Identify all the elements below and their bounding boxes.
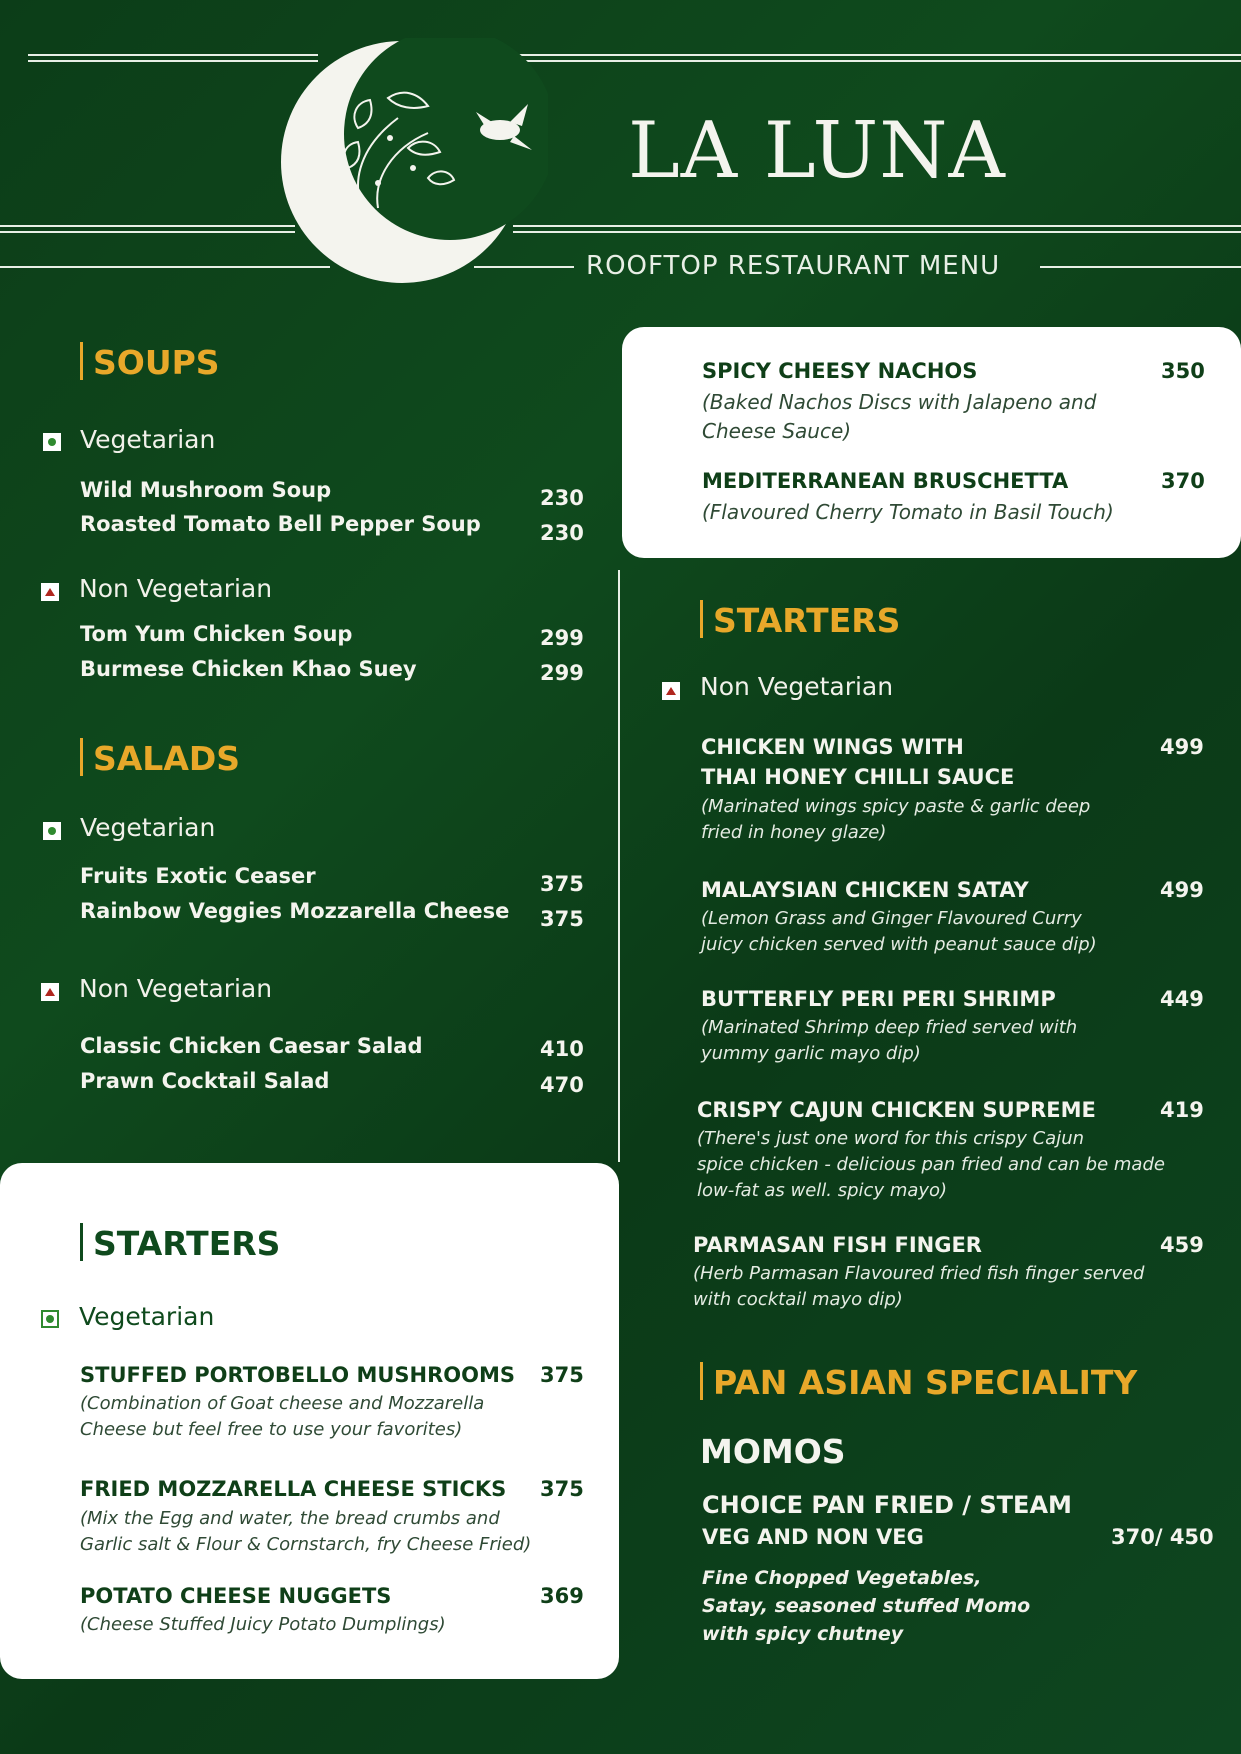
brand-name: LA LUNA [628,106,1006,196]
menu-item-desc: (There's just one word for this crispy Cajun [697,1128,1085,1149]
menu-item-price: 375 [540,1363,584,1387]
menu-item-price: 230 [540,486,584,510]
soups-nonveg-label: Non Vegetarian [79,574,273,603]
momo-item-line1: CHOICE PAN FRIED / STEAM [702,1491,1072,1519]
soups-veg-label: Vegetarian [80,425,216,454]
menu-item-desc: fried in honey glaze) [701,822,887,843]
menu-item-price: 459 [1160,1233,1204,1257]
momo-desc: Fine Chopped Vegetables, [702,1567,982,1589]
menu-item-price: 375 [540,872,584,896]
menu-item-price: 449 [1160,987,1204,1011]
veg-mark-icon [43,433,61,451]
salads-veg-label: Vegetarian [80,813,216,842]
menu-item-desc: (Marinated wings spicy paste & garlic deep [701,796,1091,817]
menu-item-price: 369 [540,1584,584,1608]
menu-item-price: 470 [540,1073,584,1097]
veg-starters-title: STARTERS [80,1223,280,1263]
menu-item-name: Wild Mushroom Soup [80,478,332,502]
menu-item-name: PARMASAN FISH FINGER [693,1233,982,1257]
column-divider [618,570,620,1162]
menu-item-desc: juicy chicken served with peanut sauce dip) [701,934,1097,955]
nonveg-mark-icon [662,682,680,700]
menu-item-desc: (Cheese Stuffed Juicy Potato Dumplings) [80,1614,446,1635]
header-rule-top-right [466,54,1241,62]
menu-item-desc: (Flavoured Cherry Tomato in Basil Touch) [702,500,1114,524]
salads-title: SALADS [80,738,240,778]
menu-item-desc: Cheese but feel free to use your favorites) [80,1419,463,1440]
menu-item-price: 350 [1161,359,1205,383]
menu-item-name: Rainbow Veggies Mozzarella Cheese [80,899,510,923]
menu-item-name: CHICKEN WINGS WITH [701,735,964,759]
header-rule-mid-left [0,225,295,233]
header-rule-bottom-right [1040,266,1241,268]
menu-item-name: FRIED MOZZARELLA CHEESE STICKS [80,1477,507,1501]
menu-item-price: 410 [540,1037,584,1061]
momo-item-line2: VEG AND NON VEG [702,1525,924,1549]
momo-price: 370/ 450 [1111,1525,1214,1549]
menu-item-price: 299 [540,626,584,650]
menu-item-price: 299 [540,661,584,685]
nonveg-mark-icon [41,983,59,1001]
menu-item-desc: (Combination of Goat cheese and Mozzarella [80,1393,485,1414]
menu-item-desc: with cocktail mayo dip) [693,1289,903,1310]
menu-item-desc: (Mix the Egg and water, the bread crumbs and [80,1508,500,1529]
menu-item-desc: (Lemon Grass and Ginger Flavoured Curry [701,908,1082,929]
menu-item-name: THAI HONEY CHILLI SAUCE [701,765,1015,789]
menu-item-name: MALAYSIAN CHICKEN SATAY [701,878,1029,902]
soups-title: SOUPS [80,342,220,382]
menu-item-name: Prawn Cocktail Salad [80,1069,330,1093]
menu-item-name: Tom Yum Chicken Soup [80,622,353,646]
nonveg-starters-label: Non Vegetarian [700,672,894,701]
menu-item-desc: yummy garlic mayo dip) [701,1043,921,1064]
momo-desc: Satay, seasoned stuffed Momo [702,1595,1031,1617]
menu-item-name: Classic Chicken Caesar Salad [80,1034,423,1058]
menu-item-desc: Cheese Sauce) [702,419,852,443]
menu-item-name: Roasted Tomato Bell Pepper Soup [80,512,481,536]
menu-item-desc: (Herb Parmasan Flavoured fried fish finger served [693,1263,1145,1284]
menu-item-price: 499 [1160,878,1204,902]
menu-item-name: Fruits Exotic Ceaser [80,864,316,888]
momos-subtitle: MOMOS [700,1432,846,1471]
crescent-moon-logo-icon [278,38,548,283]
menu-item-desc: spice chicken - delicious pan fried and can be made [697,1154,1165,1175]
veg-starters-label: Vegetarian [79,1302,215,1331]
header-rule-top-left [28,54,318,62]
menu-item-name: SPICY CHEESY NACHOS [702,359,978,383]
menu-item-name: STUFFED PORTOBELLO MUSHROOMS [80,1363,516,1387]
menu-item-price: 370 [1161,469,1205,493]
menu-item-desc: low-fat as well. spicy mayo) [697,1180,948,1201]
menu-item-price: 230 [540,521,584,545]
tagline: ROOFTOP RESTAURANT MENU [586,251,1001,281]
salads-nonveg-label: Non Vegetarian [79,974,273,1003]
header-rule-mid-right [513,225,1241,233]
menu-item-desc: (Marinated Shrimp deep fried served with [701,1017,1078,1038]
veg-mark-icon [41,1310,59,1328]
menu-item-name: Burmese Chicken Khao Suey [80,657,417,681]
menu-item-price: 499 [1160,735,1204,759]
menu-item-price: 375 [540,907,584,931]
nonveg-starters-title: STARTERS [700,600,900,640]
menu-item-name: MEDITERRANEAN BRUSCHETTA [702,469,1069,493]
menu-item-name: BUTTERFLY PERI PERI SHRIMP [701,987,1056,1011]
veg-mark-icon [43,822,61,840]
menu-item-name: CRISPY CAJUN CHICKEN SUPREME [697,1098,1096,1122]
menu-item-desc: (Baked Nachos Discs with Jalapeno and [702,390,1097,414]
menu-item-desc: Garlic salt & Flour & Cornstarch, fry Cheese Fried) [80,1534,532,1555]
pan-asian-title: PAN ASIAN SPECIALITY [700,1362,1137,1402]
menu-item-price: 419 [1160,1098,1204,1122]
nonveg-mark-icon [41,583,59,601]
momo-desc: with spicy chutney [702,1623,904,1645]
menu-item-price: 375 [540,1477,584,1501]
menu-item-name: POTATO CHEESE NUGGETS [80,1584,392,1608]
